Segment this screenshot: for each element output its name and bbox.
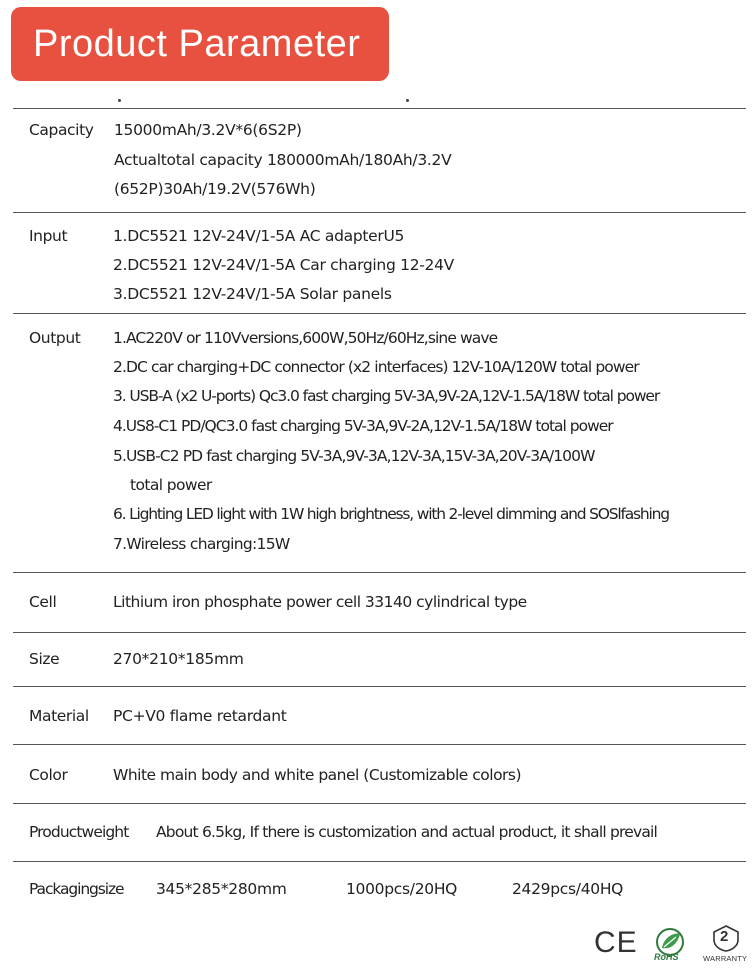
material-value: PC+V0 flame retardant bbox=[113, 707, 287, 725]
size-value: 270*210*185mm bbox=[113, 650, 244, 668]
warranty-years: 2 bbox=[720, 928, 729, 945]
capacity-line: Actualtotal capacity 180000mAh/180Ah/3.2V bbox=[114, 151, 452, 169]
divider bbox=[13, 803, 746, 804]
divider bbox=[13, 572, 746, 573]
rohs-text: RoHS bbox=[654, 952, 679, 962]
output-line: 7.Wireless charging:15W bbox=[113, 535, 290, 553]
divider bbox=[13, 686, 746, 687]
packaging-size: 345*285*280mm bbox=[156, 880, 287, 898]
capacity-label: Capacity bbox=[29, 121, 94, 139]
output-line: 5.USB-C2 PD fast charging 5V-3A,9V-3A,12V-3A,15V-3A,20V-3A/100W bbox=[113, 447, 595, 465]
packaging-qty-20hq: 1000pcs/20HQ bbox=[346, 880, 458, 898]
weight-label: Productweight bbox=[29, 823, 129, 841]
capacity-line: 15000mAh/3.2V*6(6S2P) bbox=[114, 121, 302, 139]
color-value: White main body and white panel (Customizable colors) bbox=[113, 766, 522, 784]
ce-mark-text: CE bbox=[594, 926, 638, 959]
input-line: 1.DC5521 12V-24V/1-5A AC adapterU5 bbox=[113, 227, 405, 245]
rohs-icon bbox=[652, 926, 692, 966]
divider bbox=[13, 632, 746, 633]
title-banner bbox=[11, 7, 389, 81]
cell-value: Lithium iron phosphate power cell 33140 cylindrical type bbox=[113, 593, 527, 611]
input-line: 3.DC5521 12V-24V/1-5A Solar panels bbox=[113, 285, 392, 303]
packaging-qty-40hq: 2429pcs/40HQ bbox=[512, 880, 624, 898]
divider bbox=[13, 313, 746, 314]
output-line: 4.US8-C1 PD/QC3.0 fast charging 5V-3A,9V-2A,12V-1.5A/18W total power bbox=[113, 417, 613, 435]
capacity-line: (652P)30Ah/19.2V(576Wh) bbox=[114, 180, 316, 198]
packaging-label: Packagingsize bbox=[29, 880, 124, 898]
output-label: Output bbox=[29, 329, 81, 347]
divider bbox=[13, 108, 746, 109]
input-label: Input bbox=[29, 227, 68, 245]
ce-mark-icon bbox=[594, 928, 638, 958]
divider bbox=[13, 212, 746, 213]
cell-label: Cell bbox=[29, 593, 57, 611]
output-line: 1.AC220V or 110Vversions,600W,50Hz/60Hz,sine wave bbox=[113, 329, 498, 347]
input-line: 2.DC5521 12V-24V/1-5A Car charging 12-24V bbox=[113, 256, 454, 274]
divider bbox=[13, 744, 746, 745]
output-line: 6. Lighting LED light with 1W high brightness, with 2-level dimming and SOSlfashing bbox=[113, 505, 669, 523]
warranty-label: WARRANTY bbox=[703, 954, 748, 963]
color-label: Color bbox=[29, 766, 68, 784]
output-line: total power bbox=[130, 476, 212, 494]
material-label: Material bbox=[29, 707, 89, 725]
output-line: 2.DC car charging+DC connector (x2 interfaces) 12V-10A/120W total power bbox=[113, 358, 639, 376]
weight-value: About 6.5kg, If there is customization and actual product, it shall prevail bbox=[156, 823, 658, 841]
divider bbox=[13, 861, 746, 862]
page-title: Product Parameter bbox=[33, 22, 361, 65]
cropped-text-fragment bbox=[110, 96, 430, 103]
warranty-badge bbox=[703, 924, 751, 968]
size-label: Size bbox=[29, 650, 60, 668]
output-line: 3. USB-A (x2 U-ports) Qc3.0 fast charging 5V-3A,9V-2A,12V-1.5A/18W total power bbox=[113, 387, 660, 405]
